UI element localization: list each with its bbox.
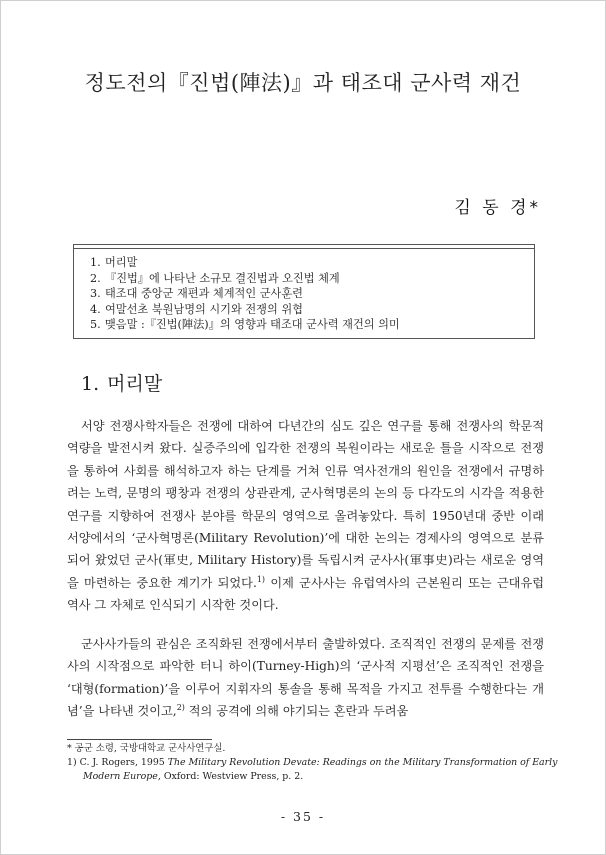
footnotes [67, 742, 558, 785]
footnote-1-continued: Modern Europe, Oxford: Westview Press, p. 2. [83, 771, 304, 783]
toc-item[interactable]: 5. 맺음말 :『진법(陣法)』의 영향과 태조대 군사력 재건의 의미 [90, 318, 400, 331]
toc-item[interactable]: 1. 머리말 [90, 256, 138, 269]
section-number: 1. [81, 373, 100, 395]
section-title: 머리말 [107, 373, 163, 395]
footnote-rule [67, 739, 212, 740]
footnote-author-affiliation: * 공군 소령, 국방대학교 군사사연구실. [67, 743, 226, 754]
author-name: 김 동 경* [454, 198, 541, 218]
body-paragraph-1: 서양 전쟁사학자들은 전쟁에 대하여 다년간의 심도 깊은 연구를 통해 전쟁사의 학문적 역량을 발전시켜 왔다. 실증주의에 입각한 전쟁의 복원이라는 새로운 틀을 시작으로 전쟁을 통하여 사회를 해석하고자 하는 단계를 거쳐 인류 역사전개의 원인을 전쟁에서 규명하려는 노력, 문명의 팽창과 전쟁의 상관관계, 군사혁명론의 논의 등 다각도의 시각을 적용한 연구를 지향하여 전쟁사 분야를 학문의 영역으로 올려놓았다. 특히 1950년대 중반 이래 서양에서의 ‘군사혁명론(Military Revolution)’에 대한 논의는 경제사의 영역으로 분류되어 왔었던 군사(軍史, Military History)를 독립시켜 군사사(軍事史)라는 새로운 영역을 마련하는 중요한 계기가 되었다.$^{1)}$ 이제 군사사는 유럽역사의 근본원리 또는 근대유럽 역사 그 자체로 인식되기 시작한 것이다. [67, 419, 544, 613]
toc-item[interactable]: 3. 태조대 중앙군 재편과 체계적인 군사훈련 [90, 287, 303, 300]
footnote-1: 1) C. J. Rogers, 1995 The Military Revolution Devate: Readings on the Military Transformation of Early [67, 757, 558, 769]
footnote-ref-2[interactable]: 2) [176, 703, 185, 713]
page-number: - 35 - [280, 809, 326, 824]
toc-item[interactable]: 4. 여말선초 북원남명의 시기와 전쟁의 위협 [90, 302, 303, 316]
table-of-contents [73, 244, 535, 339]
footnote-ref-1[interactable]: 1) [256, 574, 266, 584]
section-heading [81, 369, 162, 396]
toc-item[interactable]: 2. 『진법』에 나타난 소규모 결진법과 오진법 체계 [90, 271, 340, 285]
body-paragraph-2: 군사사가들의 관심은 조직화된 전쟁에서부터 출발하였다. 조직적인 전쟁의 문제를 전쟁사의 시작점으로 파악한 터니 하이(Turney-High)의 ‘군사적 지평선’은 조직적인 전쟁을 ‘대형(formation)’을 이루어 지휘자의 통솔을 통해 목적을 가지고 전투를 수행한다는 개념’을 나타낸 것이고,$^{2)}$ 적의 공격에 의해 야기되는 혼란과 두려움 [67, 637, 544, 719]
article-title: 정도전의『진법(陣法)』과 태조대 군사력 재건 [84, 71, 522, 95]
